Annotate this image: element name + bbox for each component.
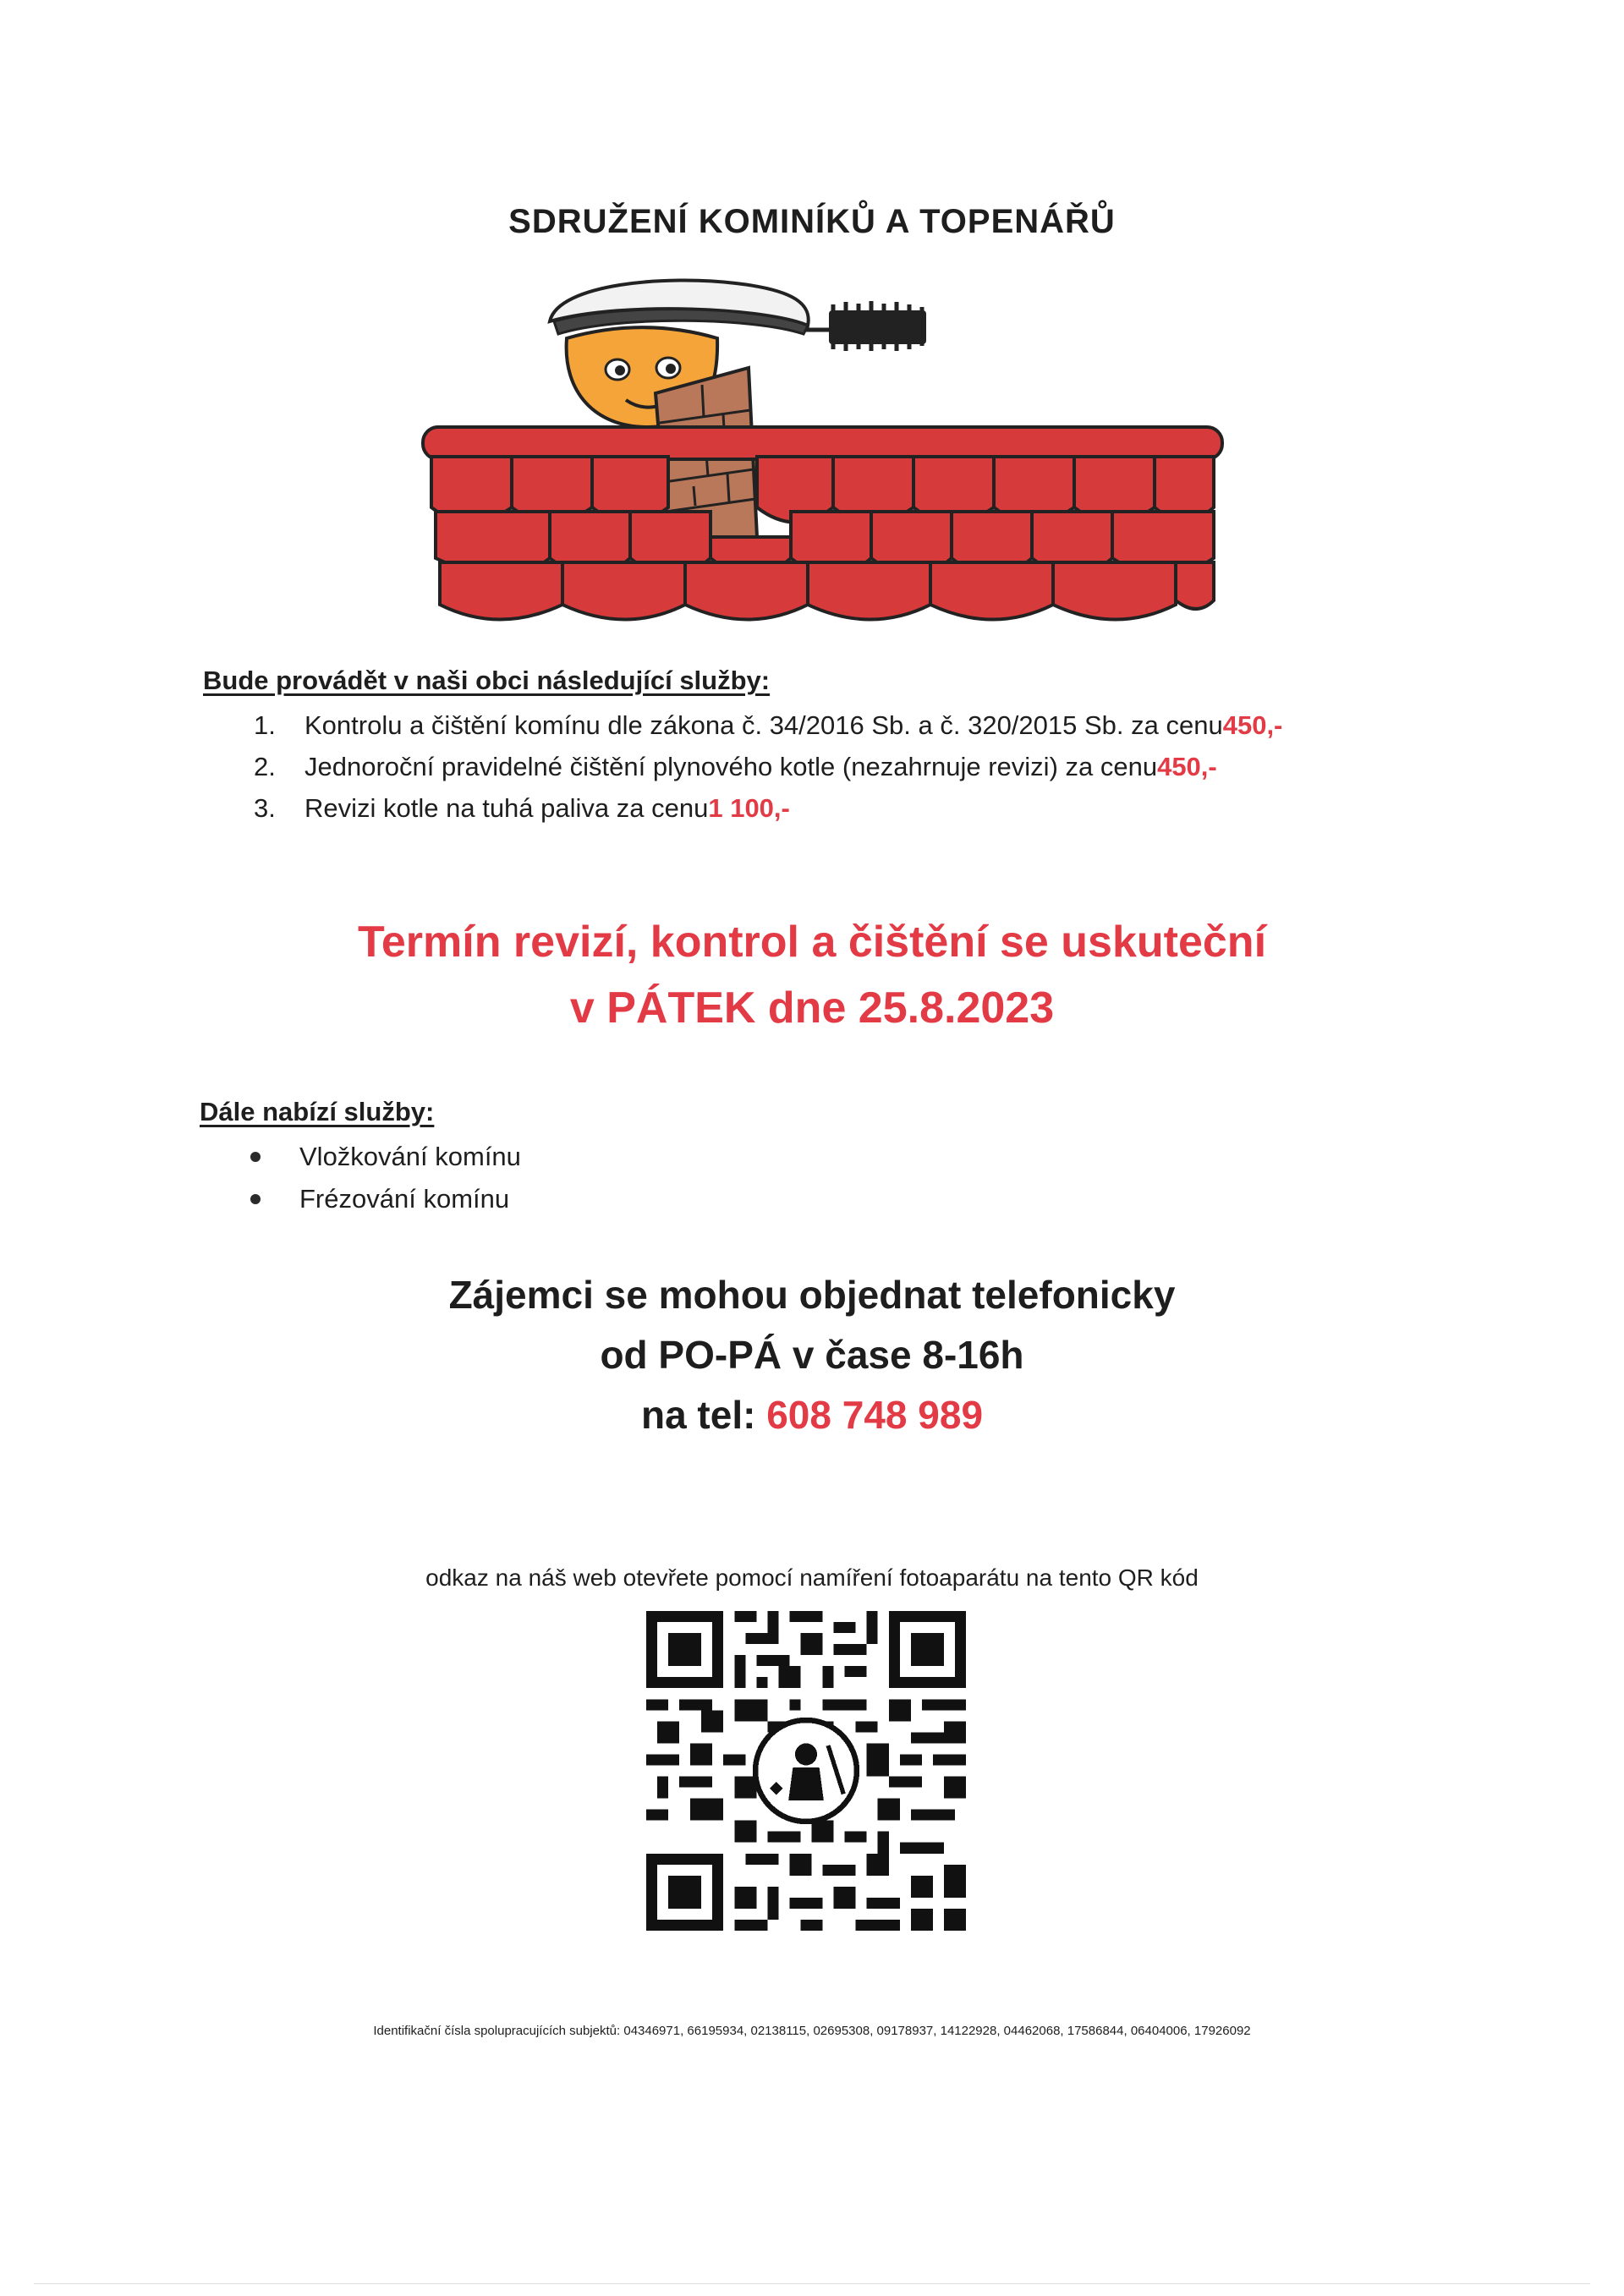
divider bbox=[34, 2283, 1590, 2284]
list-item bbox=[250, 1136, 521, 1178]
services-heading: Bude provádět v naši obci následující služby: bbox=[203, 666, 771, 695]
list-item bbox=[254, 746, 1282, 787]
list-item bbox=[250, 1178, 521, 1220]
chimney-sweep-on-roof-icon bbox=[414, 258, 1243, 634]
service-text: Revizi kotle na tuhá paliva za cenu bbox=[304, 793, 709, 823]
list-number: 2. bbox=[254, 752, 276, 781]
services-list bbox=[254, 704, 1282, 829]
list-number: 1. bbox=[254, 710, 276, 740]
announcement-line: Termín revizí, kontrol a čištění se uskuteční bbox=[357, 918, 1267, 967]
qr-code-icon[interactable] bbox=[646, 1611, 966, 1935]
service-text: Frézování komínu bbox=[299, 1184, 510, 1214]
service-price: 1 100,- bbox=[708, 793, 790, 823]
footer-ids: Identifikační čísla spolupracujících subjektů: 04346971, 66195934, 02138115, 02695308, 09178937, 14122928, 04462068, 17586844, 06404006, 17926092 bbox=[373, 2024, 1251, 2038]
list-item bbox=[254, 787, 1282, 829]
phone-number[interactable]: 608 748 989 bbox=[766, 1393, 984, 1437]
announcement bbox=[0, 909, 1624, 1041]
service-text: Kontrolu a čištění komínu dle zákona č. 34/2016 Sb. a č. 320/2015 Sb. za cenu bbox=[304, 710, 1223, 740]
contact-line: Zájemci se mohou objednat telefonicky bbox=[448, 1273, 1176, 1317]
list-number: 3. bbox=[254, 793, 276, 823]
phone-prefix: na tel: bbox=[640, 1393, 767, 1437]
service-text: Vložkování komínu bbox=[299, 1142, 521, 1171]
announcement-date: v PÁTEK dne 25.8.2023 bbox=[569, 984, 1055, 1033]
contact-block bbox=[0, 1265, 1624, 1445]
bullet-icon bbox=[250, 1194, 261, 1204]
page-title: SDRUŽENÍ KOMINÍKŮ A TOPENÁŘŮ bbox=[508, 203, 1116, 240]
more-services-list bbox=[250, 1136, 521, 1220]
more-services-heading: Dále nabízí služby: bbox=[200, 1097, 435, 1126]
contact-phone-line bbox=[0, 1385, 1624, 1445]
service-price: 450,- bbox=[1222, 710, 1283, 740]
qr-caption: odkaz na náš web otevřete pomocí namíření fotoaparátu na tento QR kód bbox=[425, 1564, 1199, 1591]
list-item bbox=[254, 704, 1282, 746]
service-price: 450,- bbox=[1157, 752, 1217, 781]
service-text: Jednoroční pravidelné čištění plynového kotle (nezahrnuje revizi) za cenu bbox=[304, 752, 1158, 781]
bullet-icon bbox=[250, 1152, 261, 1162]
contact-hours: od PO-PÁ v čase 8-16h bbox=[600, 1333, 1024, 1377]
